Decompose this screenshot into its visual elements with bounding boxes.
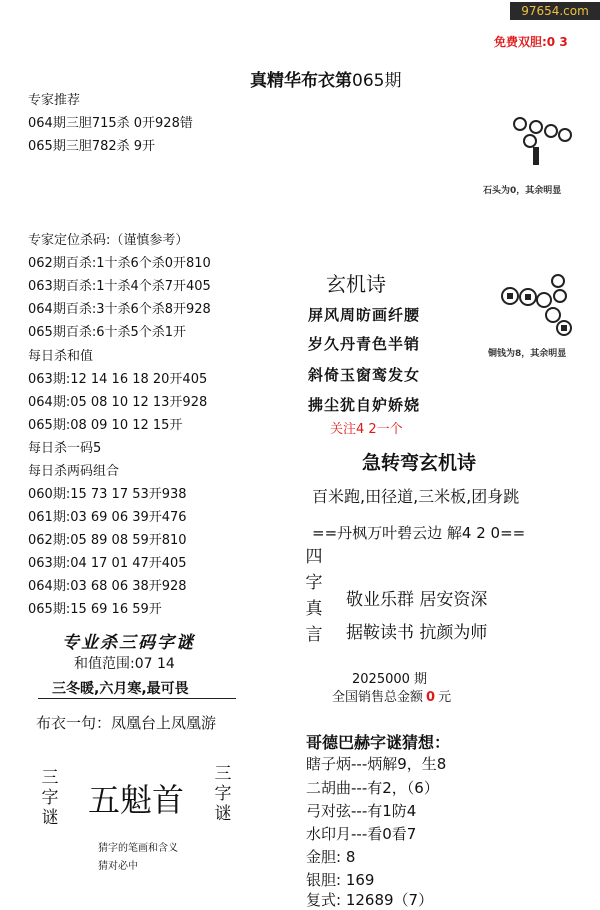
riddle-left-label: 三字谜 bbox=[41, 768, 59, 828]
goldbach-line: 水印月---看0看7 bbox=[306, 825, 417, 843]
riddle-hint: 猜字的笔画和含义 bbox=[98, 843, 178, 854]
kill-heading: 专家定位杀码:（谨慎参考） bbox=[28, 233, 189, 248]
goldbach-line: 二胡曲---有2，（6） bbox=[306, 779, 439, 797]
sum-kill-line: 064期:05 08 10 12 13开928 bbox=[28, 395, 208, 410]
one-kill: 每日杀一码5 bbox=[28, 441, 102, 456]
riddle-hint: 猜对必中 bbox=[98, 861, 138, 872]
kill-line: 065期百杀:6十杀5个杀1开 bbox=[28, 325, 187, 340]
free-double-pick: 免费双胆:0 3 bbox=[494, 35, 568, 49]
site-watermark: 97654.com bbox=[510, 2, 600, 20]
buyi-line: 布衣一句：凤凰台上凤凰游 bbox=[36, 714, 217, 732]
teaser-answer: ==丹枫万叶碧云边 解4 2 0== bbox=[312, 524, 526, 542]
sales-total bbox=[332, 686, 451, 705]
kill-line: 062期百杀:1十杀6个杀0开810 bbox=[28, 256, 211, 271]
three-riddle-range: 和值范围:07 14 bbox=[74, 656, 175, 672]
four-word-line: 据鞍读书 抗颜为师 bbox=[346, 623, 488, 643]
divider bbox=[38, 698, 236, 699]
goldbach-line: 弓对弦---有1防4 bbox=[306, 802, 417, 820]
two-kill-line: 061期:03 69 06 39开476 bbox=[28, 510, 187, 525]
goldbach-line: 瞎子炳---炳解9，生8 bbox=[306, 755, 447, 773]
coin-string-illustration bbox=[498, 272, 588, 340]
stone-caption: 石头为0，其余明显 bbox=[483, 186, 562, 196]
kill-line: 063期百杀:1十杀4个杀7开405 bbox=[28, 279, 211, 294]
expert-heading: 专家推荐 bbox=[28, 93, 81, 108]
two-kill-line: 065期:15 69 16 59开 bbox=[28, 602, 162, 617]
two-kill-line: 064期:03 68 06 38开928 bbox=[28, 579, 187, 594]
sum-kill-heading: 每日杀和值 bbox=[28, 349, 94, 364]
poem-line: 拂尘犹自妒娇娆 bbox=[308, 396, 421, 414]
three-riddle-text: 三冬暖,六月寒,最可畏 bbox=[52, 681, 189, 697]
poem-heading: 玄机诗 bbox=[326, 272, 386, 296]
riddle-right-label: 三字谜 bbox=[214, 764, 232, 824]
three-riddle-heading: 专业杀三码字谜 bbox=[62, 633, 195, 653]
poem-line: 斜倚玉窗鸾发女 bbox=[308, 366, 421, 384]
issue-number: 065期 bbox=[352, 71, 402, 91]
combo-pick: 复式: 12689（7） bbox=[306, 891, 434, 909]
sales-label: 全国销售总金额 bbox=[332, 690, 424, 705]
kill-line: 064期百杀:3十杀6个杀8开928 bbox=[28, 302, 211, 317]
two-kill-heading: 每日杀两码组合 bbox=[28, 464, 120, 479]
two-kill-line: 062期:05 89 08 59开810 bbox=[28, 533, 187, 548]
expert-line: 064期三胆715杀 0开928错 bbox=[28, 116, 193, 131]
coin-caption: 铜钱为8，其余明显 bbox=[488, 349, 567, 359]
poem-line: 屏风周昉画纤腰 bbox=[308, 306, 421, 324]
four-word-label: 四字真言 bbox=[305, 547, 323, 645]
poem-line: 岁久丹青色半销 bbox=[308, 335, 421, 353]
page-title: 真精华布衣第 bbox=[250, 71, 352, 91]
sales-unit: 元 bbox=[438, 690, 452, 705]
two-kill-line: 060期:15 73 17 53开938 bbox=[28, 487, 187, 502]
teaser-text: 百米跑,田径道,三米板,团身跳 bbox=[312, 487, 520, 506]
expert-line: 065期三胆782杀 9开 bbox=[28, 139, 156, 154]
poem-follow: 关注4 2一个 bbox=[330, 422, 403, 437]
sales-amount: 0 bbox=[426, 690, 436, 705]
sum-kill-line: 063期:12 14 16 18 20开405 bbox=[28, 372, 208, 387]
gold-pick: 金胆: 8 bbox=[306, 848, 356, 866]
silver-pick: 银胆: 169 bbox=[306, 871, 375, 889]
teaser-heading: 急转弯玄机诗 bbox=[362, 452, 477, 474]
sales-period: 2025000 期 bbox=[352, 672, 428, 687]
goldbach-heading: 哥德巴赫字谜猜想： bbox=[306, 733, 451, 752]
stone-string-illustration bbox=[510, 115, 580, 170]
four-word-line: 敬业乐群 居安资深 bbox=[346, 590, 488, 610]
riddle-answer: 五魁首 bbox=[88, 781, 185, 819]
two-kill-line: 063期:04 17 01 47开405 bbox=[28, 556, 187, 571]
sum-kill-line: 065期:08 09 10 12 15开 bbox=[28, 418, 183, 433]
